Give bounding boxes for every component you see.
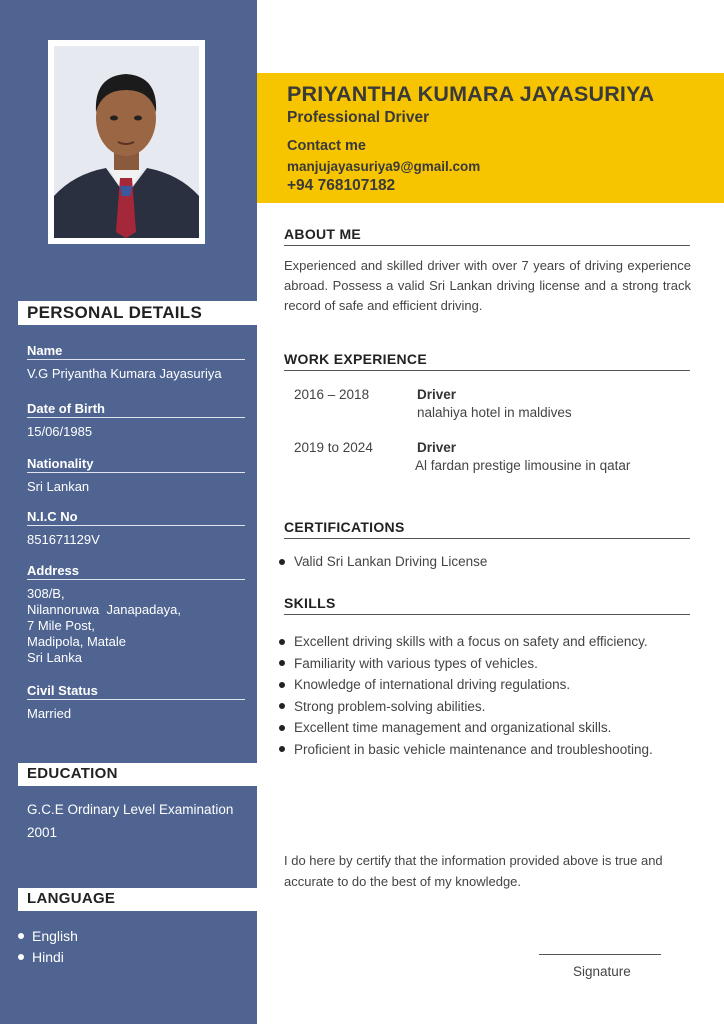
bullet-icon: [279, 725, 285, 731]
job-company: Al fardan prestige limousine in qatar: [415, 458, 631, 473]
address-field: [27, 563, 245, 666]
bullet-icon: [279, 746, 285, 752]
job-role: Driver: [417, 440, 457, 455]
list-item: [279, 696, 653, 718]
certifications-heading: CERTIFICATIONS: [284, 519, 690, 539]
name-label: Name: [27, 343, 245, 360]
education-year: 2001: [27, 825, 58, 840]
date-of-birth-label: Date of Birth: [27, 401, 245, 418]
contact-label: Contact me: [287, 138, 366, 154]
nationality-field: [27, 456, 245, 495]
list-item: [279, 717, 653, 739]
address-line: Nilannoruwa Janapadaya,: [27, 602, 181, 617]
skill-item: Excellent driving skills with a focus on safety and efficiency.: [294, 634, 648, 650]
nic-label: N.I.C No: [27, 509, 245, 526]
skills-list: [279, 631, 653, 760]
sidebar: [0, 0, 257, 1024]
address-line: 7 Mile Post,: [27, 618, 95, 633]
about-text: Experienced and skilled driver with over 7 years of driving experience abroad. Possess a valid Sri Lankan driving license and a strong track record of safe and efficient driving.: [284, 258, 691, 313]
profile-photo: [54, 46, 199, 238]
education-entry: [27, 798, 233, 844]
address-value: [27, 586, 245, 666]
nationality-value: Sri Lankan: [27, 479, 90, 494]
bullet-icon: [279, 682, 285, 688]
personal-details-heading: PERSONAL DETAILS: [18, 301, 257, 325]
nationality-label: Nationality: [27, 456, 245, 473]
certifications-list: [279, 551, 487, 573]
date-of-birth-field: [27, 401, 245, 440]
language-list: [18, 925, 78, 967]
address-line: 308/B,: [27, 586, 65, 601]
bullet-icon: [18, 933, 24, 939]
skill-item: Strong problem-solving abilities.: [294, 698, 486, 714]
language-item: English: [32, 927, 78, 944]
list-item: [18, 946, 78, 967]
bullet-icon: [279, 703, 285, 709]
signature-label: Signature: [573, 964, 631, 979]
skills-heading: SKILLS: [284, 595, 690, 615]
skill-item: Proficient in basic vehicle maintenance and troubleshooting.: [294, 741, 653, 757]
list-item: [18, 925, 78, 946]
candidate-name: PRIYANTHA KUMARA JAYASURIYA: [287, 82, 655, 106]
date-of-birth-value: 15/06/1985: [27, 424, 93, 439]
address-line: Madipola, Matale: [27, 634, 126, 649]
person-portrait-icon: [54, 46, 199, 238]
language-item: Hindi: [32, 948, 64, 965]
bullet-icon: [18, 954, 24, 960]
certification-item: Valid Sri Lankan Driving License: [294, 554, 488, 570]
education-heading: EDUCATION: [18, 763, 257, 786]
declaration-text: I do here by certify that the information provided above is true and accurate to do the best of my knowledge.: [284, 853, 663, 889]
email-address[interactable]: manjujayasuriya9@gmail.com: [287, 159, 481, 174]
list-item: [279, 739, 653, 761]
list-item: [279, 653, 653, 675]
signature-line: [539, 954, 661, 955]
list-item: [279, 674, 653, 696]
profile-photo-frame: [48, 40, 205, 244]
phone-number[interactable]: +94 768107182: [287, 177, 396, 194]
header-band: [257, 73, 724, 203]
job-role: Driver: [417, 387, 457, 402]
nic-field: [27, 509, 245, 548]
education-exam: G.C.E Ordinary Level Examination: [27, 802, 234, 817]
job-years: 2016 – 2018: [294, 387, 370, 402]
skill-item: Knowledge of international driving regulations.: [294, 677, 571, 693]
civil-status-field: [27, 683, 245, 722]
civil-status-value: Married: [27, 706, 72, 721]
name-value: V.G Priyantha Kumara Jayasuriya: [27, 366, 222, 381]
job-company: nalahiya hotel in maldives: [417, 405, 572, 420]
civil-status-label: Civil Status: [27, 683, 245, 700]
address-line: Sri Lanka: [27, 650, 82, 665]
about-heading: ABOUT ME: [284, 226, 690, 246]
bullet-icon: [279, 660, 285, 666]
skill-item: Excellent time management and organizational skills.: [294, 720, 612, 736]
job-years: 2019 to 2024: [294, 440, 373, 455]
bullet-icon: [279, 639, 285, 645]
skill-item: Familiarity with various types of vehicles.: [294, 655, 538, 671]
name-field: [27, 343, 245, 382]
nic-value: 851671129V: [27, 532, 100, 547]
bullet-icon: [279, 559, 285, 565]
job-title: Professional Driver: [287, 109, 430, 126]
work-experience-heading: WORK EXPERIENCE: [284, 351, 690, 371]
address-label: Address: [27, 563, 245, 580]
list-item: [279, 631, 653, 653]
language-heading: LANGUAGE: [18, 888, 257, 911]
list-item: [279, 551, 487, 573]
